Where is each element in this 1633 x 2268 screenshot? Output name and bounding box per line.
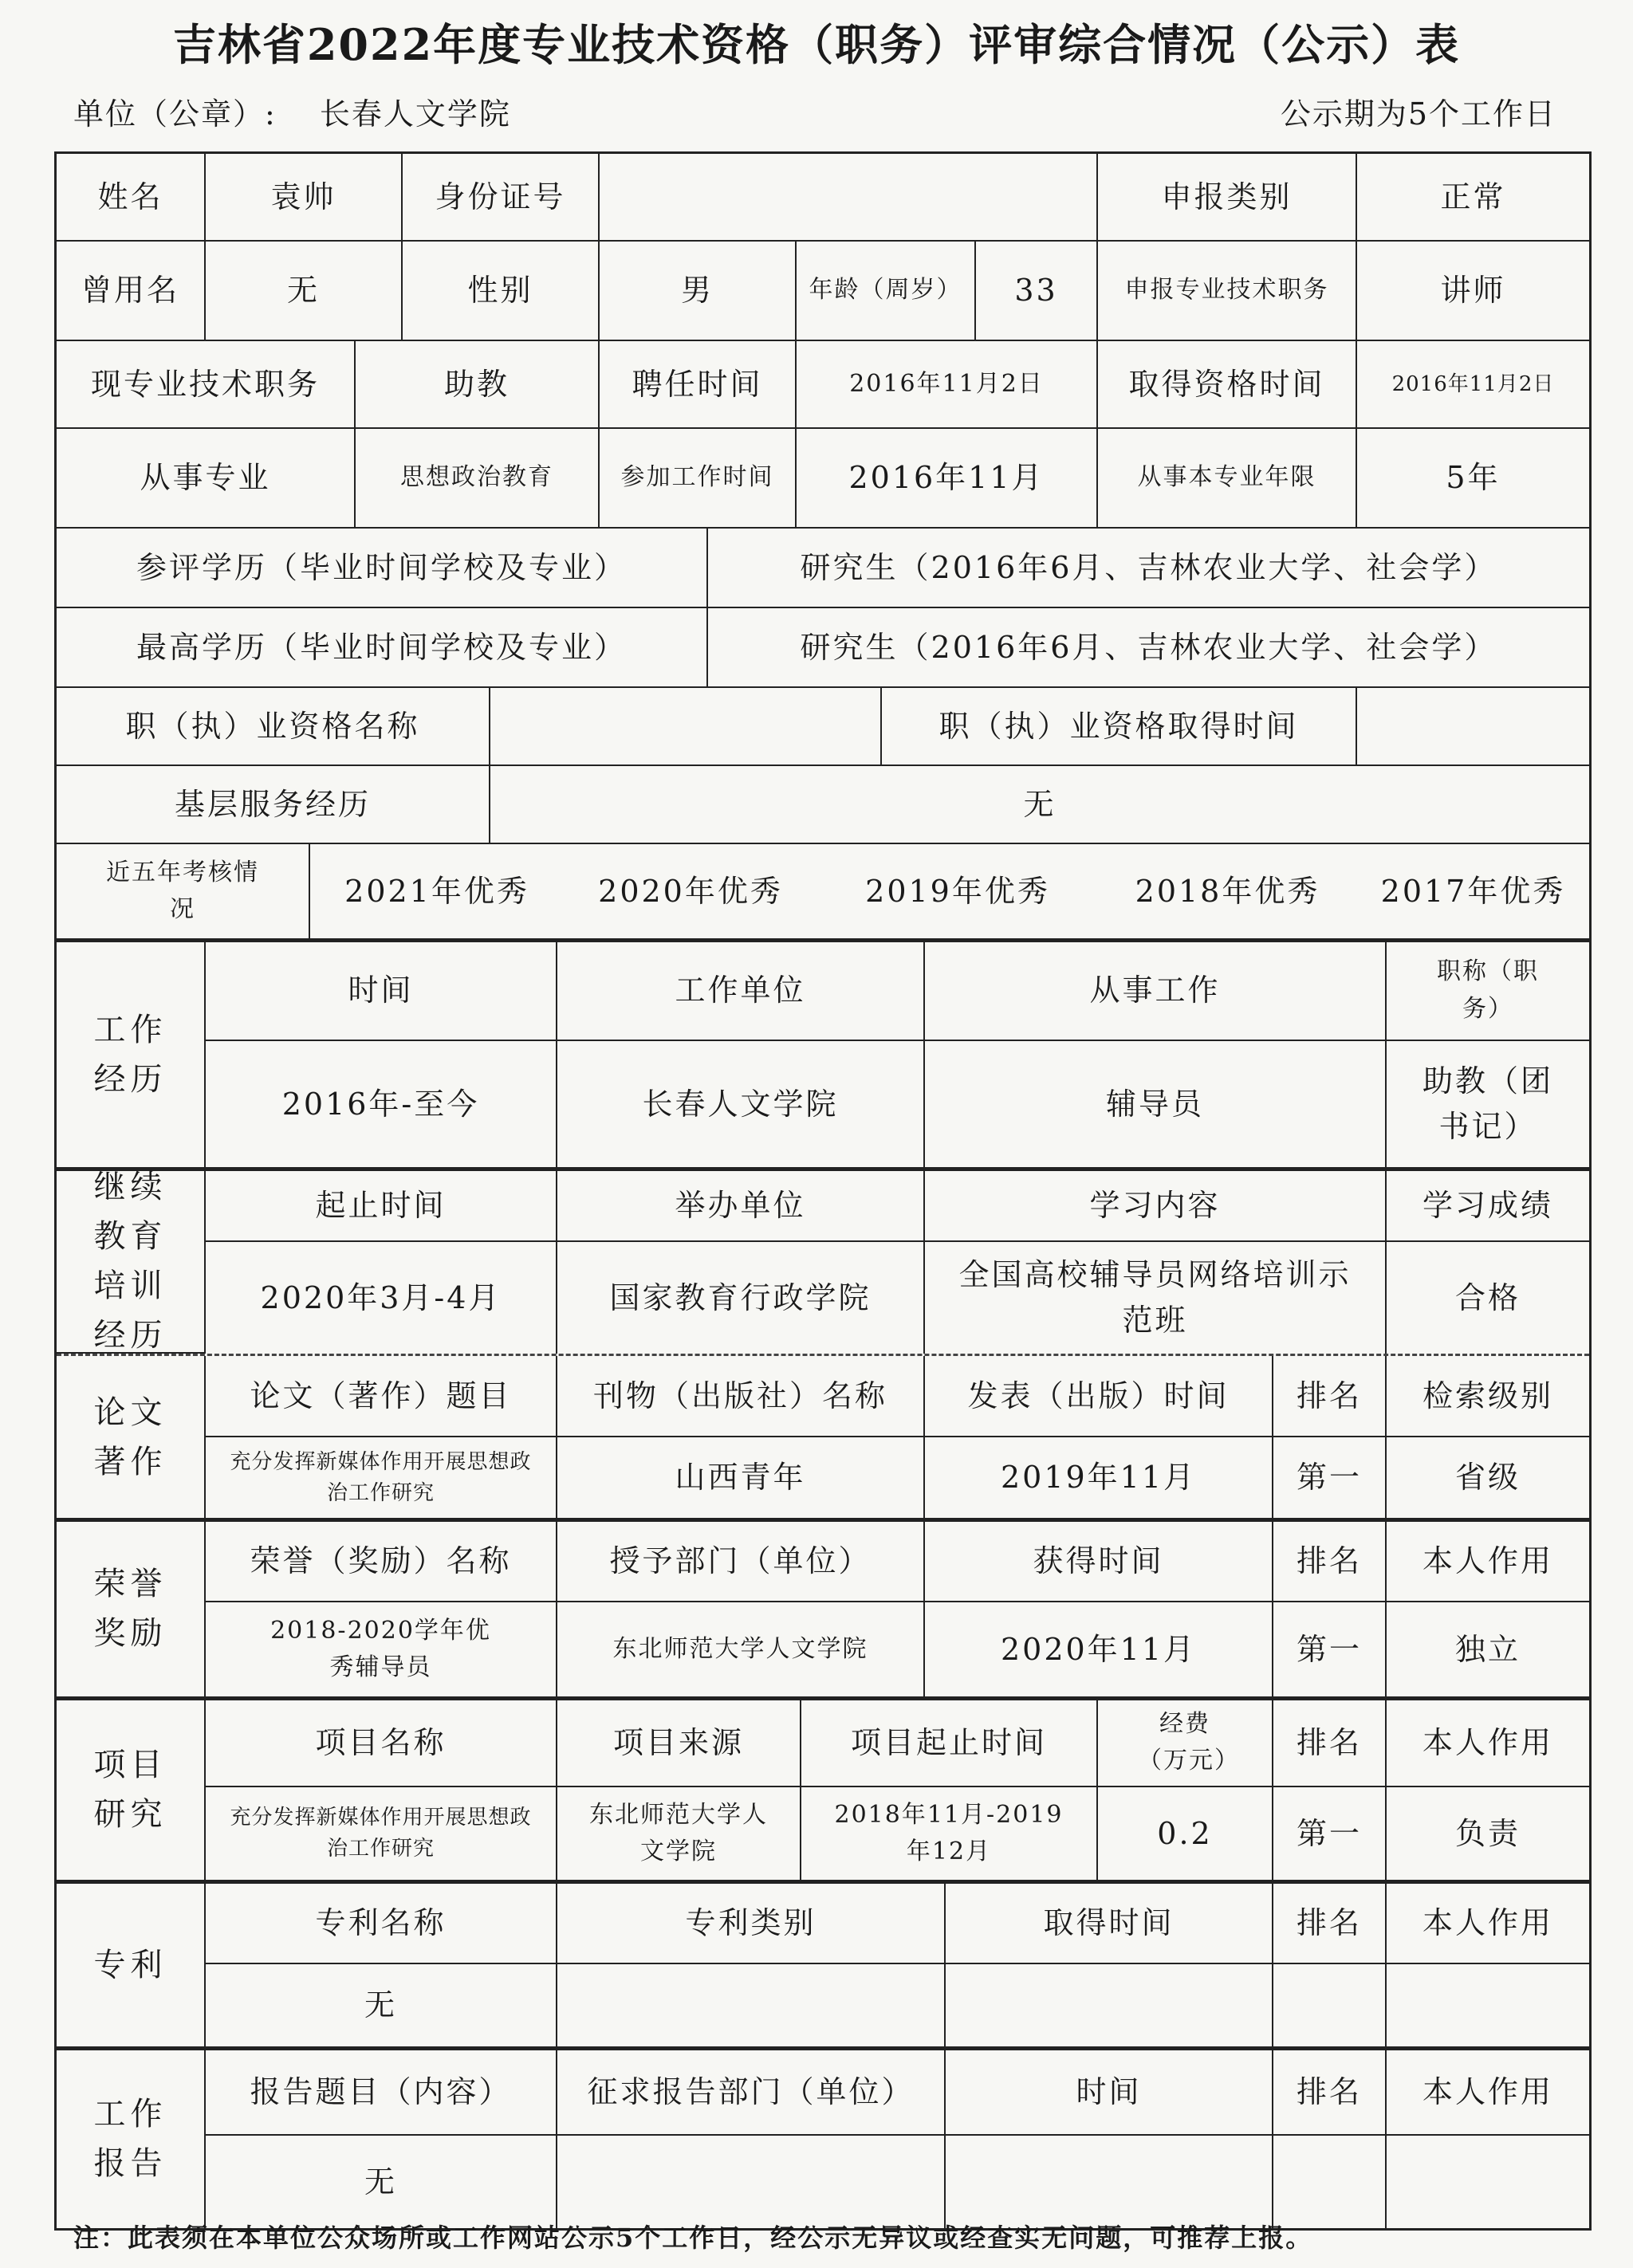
age-value: 33 [976, 242, 1098, 341]
honors-row-role: 独立 [1387, 1602, 1589, 1698]
patents-header-date: 取得时间 [946, 1883, 1273, 1964]
work-header-unit: 工作单位 [557, 941, 925, 1041]
training-row-organizer: 国家教育行政学院 [557, 1242, 925, 1354]
reports-header-topic: 报告题目（内容） [206, 2050, 557, 2136]
patents-header-rank: 排名 [1273, 1883, 1387, 1964]
work-header-time: 时间 [206, 941, 557, 1041]
papers-header-journal: 刊物（出版社）名称 [557, 1356, 925, 1437]
patents-row-name: 无 [206, 1964, 557, 2048]
papers-header-title: 论文（著作）题目 [206, 1356, 557, 1437]
projects-row-name: 充分发挥新媒体作用开展思想政治工作研究 [206, 1787, 557, 1881]
projects-header-name: 项目名称 [206, 1700, 557, 1787]
reports-row-rank [1273, 2136, 1387, 2228]
current-title-label: 现专业技术职务 [57, 341, 356, 429]
projects-row-role: 负责 [1387, 1787, 1589, 1881]
assessment-item: 2018年优秀 [1098, 844, 1357, 940]
patents-section-label: 专利 [57, 1883, 206, 2048]
work-start-value: 2016年11月 [797, 429, 1098, 529]
notice-text: 公示期为5个工作日 [1280, 96, 1556, 132]
honors-header-rank: 排名 [1273, 1521, 1387, 1602]
work-row-title: 助教（团书记） [1387, 1041, 1589, 1169]
major-value: 思想政治教育 [356, 429, 600, 529]
projects-row-period: 2018年11月-2019年12月 [801, 1787, 1098, 1881]
honors-header-grantor: 授予部门（单位） [557, 1521, 925, 1602]
assessment-item: 2020年优秀 [564, 844, 817, 940]
patents-header-name: 专利名称 [206, 1883, 557, 1964]
patents-header-type: 专利类别 [557, 1883, 946, 1964]
practice-time-value [1357, 688, 1589, 766]
training-section-label: 继续教育培训经历 [57, 1170, 206, 1354]
grassroots-label: 基层服务经历 [57, 766, 490, 844]
unit-line [73, 89, 511, 133]
apply-title-label: 申报专业技术职务 [1098, 242, 1357, 341]
papers-row-date: 2019年11月 [925, 1437, 1273, 1519]
papers-header-date: 发表（出版）时间 [925, 1356, 1273, 1437]
gender-value: 男 [600, 242, 797, 341]
reports-row-role [1387, 2136, 1589, 2228]
eval-edu-value: 研究生（2016年6月、吉林农业大学、社会学） [708, 529, 1589, 608]
work-header-job: 从事工作 [925, 941, 1387, 1041]
papers-header-rank: 排名 [1273, 1356, 1387, 1437]
work-start-label: 参加工作时间 [600, 429, 797, 529]
papers-row-journal: 山西青年 [557, 1437, 925, 1519]
work-row-time: 2016年-至今 [206, 1041, 557, 1169]
honors-row-grantor: 东北师范大学人文学院 [557, 1602, 925, 1698]
work-header-title: 职称（职务） [1387, 941, 1589, 1041]
hire-time-value: 2016年11月2日 [797, 341, 1098, 429]
footnote: 注：此表须在本单位公众场所或工作网站公示5个工作日，经公示无异议或经查实无问题，可推荐上报。 [73, 2223, 1313, 2253]
page-title: 吉林省2022年度专业技术资格（职务）评审综合情况（公示）表 [172, 19, 1461, 70]
honors-header-name: 荣誉（奖励）名称 [206, 1521, 557, 1602]
patents-row-rank [1273, 1964, 1387, 2048]
practice-name-label: 职（执）业资格名称 [57, 688, 490, 766]
reports-section-label: 工作报告 [57, 2050, 206, 2228]
reports-header-dept: 征求报告部门（单位） [557, 2050, 946, 2136]
work-row-unit: 长春人文学院 [557, 1041, 925, 1169]
training-header-content: 学习内容 [925, 1170, 1387, 1242]
review-form-table [54, 151, 1592, 2231]
apply-type-value: 正常 [1357, 154, 1589, 242]
assessment-item: 2017年优秀 [1357, 844, 1589, 940]
assessment-item: 2021年优秀 [310, 844, 564, 940]
projects-header-funds: 经费（万元） [1098, 1700, 1273, 1787]
honors-section-label: 荣誉奖励 [57, 1521, 206, 1698]
work-section-label: 工作经历 [57, 941, 206, 1169]
honors-header-date: 获得时间 [925, 1521, 1273, 1602]
eval-edu-label: 参评学历（毕业时间学校及专业） [57, 529, 708, 608]
projects-header-role: 本人作用 [1387, 1700, 1589, 1787]
former-name-value: 无 [206, 242, 403, 341]
qual-time-label: 取得资格时间 [1098, 341, 1357, 429]
practice-time-label: 职（执）业资格取得时间 [882, 688, 1357, 766]
apply-type-label: 申报类别 [1098, 154, 1357, 242]
name-label: 姓名 [57, 154, 206, 242]
years-label: 从事本专业年限 [1098, 429, 1357, 529]
reports-header-role: 本人作用 [1387, 2050, 1589, 2136]
unit-value: 长春人文学院 [319, 96, 511, 132]
assessment-label: 近五年考核情况 [57, 844, 310, 940]
projects-header-period: 项目起止时间 [801, 1700, 1098, 1787]
training-row-result: 合格 [1454, 1279, 1521, 1315]
years-value: 5年 [1357, 429, 1589, 529]
training-row-period: 2020年3月-4月 [206, 1242, 557, 1354]
projects-row-funds: 0.2 [1098, 1787, 1273, 1881]
current-title-value: 助教 [356, 341, 600, 429]
gender-label: 性别 [403, 242, 600, 341]
reports-row-dept [557, 2136, 946, 2228]
training-header-organizer: 举办单位 [557, 1170, 925, 1242]
reports-header-rank: 排名 [1273, 2050, 1387, 2136]
id-label: 身份证号 [403, 154, 600, 242]
training-header-result: 学习成绩 [1387, 1170, 1589, 1242]
reports-row-date [946, 2136, 1273, 2228]
reports-header-date: 时间 [946, 2050, 1273, 2136]
projects-header-source: 项目来源 [557, 1700, 801, 1787]
highest-edu-value: 研究生（2016年6月、吉林农业大学、社会学） [708, 608, 1589, 688]
former-name-label: 曾用名 [57, 242, 206, 341]
qual-time-value: 2016年11月2日 [1357, 341, 1589, 429]
honors-row-name: 2018-2020学年优秀辅导员 [206, 1602, 557, 1698]
training-header-period: 起止时间 [206, 1170, 557, 1242]
projects-row-rank: 第一 [1273, 1787, 1387, 1881]
honors-row-rank: 第一 [1273, 1602, 1387, 1698]
highest-edu-label: 最高学历（毕业时间学校及专业） [57, 608, 708, 688]
projects-row-source: 东北师范大学人文学院 [557, 1787, 801, 1881]
patents-header-role: 本人作用 [1387, 1883, 1589, 1964]
papers-row-level: 省级 [1387, 1437, 1589, 1519]
assessment-item: 2019年优秀 [817, 844, 1098, 940]
honors-header-role: 本人作用 [1387, 1521, 1589, 1602]
papers-header-level: 检索级别 [1387, 1356, 1589, 1437]
training-row-content: 全国高校辅导员网络培训示范班 [925, 1242, 1387, 1354]
patents-row-date [946, 1964, 1273, 2048]
work-row-job: 辅导员 [925, 1041, 1387, 1169]
unit-label: 单位（公章）: [73, 96, 277, 132]
reports-row-topic: 无 [206, 2136, 557, 2228]
patents-row-role [1387, 1964, 1589, 2048]
apply-title-value: 讲师 [1357, 242, 1589, 341]
hire-time-label: 聘任时间 [600, 341, 797, 429]
name-value: 袁帅 [206, 154, 403, 242]
practice-name-value [490, 688, 882, 766]
papers-section-label: 论文著作 [57, 1356, 206, 1519]
id-value [600, 154, 1098, 242]
honors-row-date: 2020年11月 [925, 1602, 1273, 1698]
papers-row-rank: 第一 [1273, 1437, 1387, 1519]
projects-section-label: 项目研究 [57, 1700, 206, 1881]
age-label: 年龄（周岁） [797, 242, 976, 341]
projects-header-rank: 排名 [1273, 1700, 1387, 1787]
major-label: 从事专业 [57, 429, 356, 529]
grassroots-value: 无 [490, 766, 1589, 844]
papers-row-title: 充分发挥新媒体作用开展思想政治工作研究 [206, 1437, 557, 1519]
patents-row-type [557, 1964, 946, 2048]
